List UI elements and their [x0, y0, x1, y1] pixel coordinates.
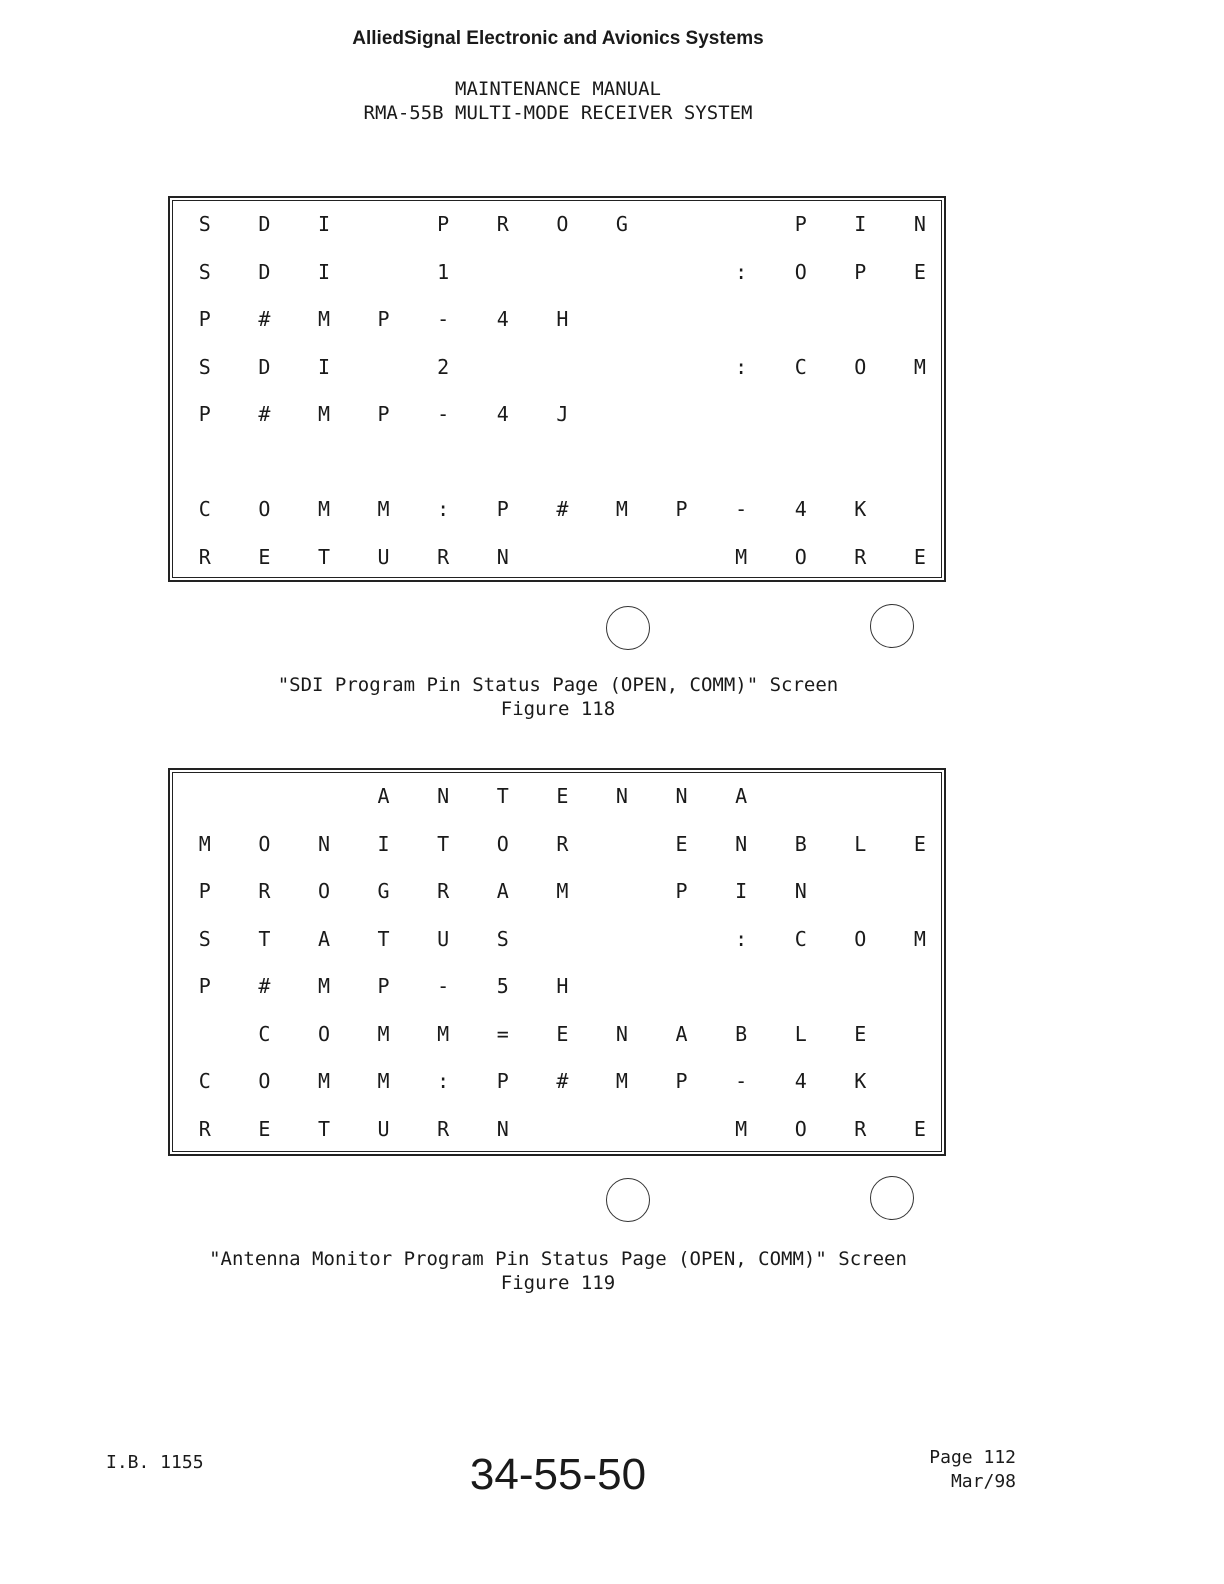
display-char: E — [913, 544, 926, 569]
display-char: T — [317, 1116, 330, 1141]
display-char — [533, 534, 593, 582]
display-char: : — [735, 259, 748, 284]
knob-right[interactable] — [870, 1176, 914, 1220]
display-char — [771, 963, 831, 1011]
display-char — [533, 439, 593, 487]
display-char — [652, 344, 712, 392]
display-char: N — [794, 879, 807, 903]
display-char: A — [675, 1021, 688, 1046]
display-char — [831, 963, 891, 1011]
display-char: P — [675, 879, 688, 903]
display-char: P — [377, 402, 390, 426]
display-char: R — [854, 1116, 867, 1141]
display-char — [354, 344, 414, 392]
display-char: I — [854, 212, 867, 236]
display-char: J — [556, 402, 569, 426]
manual-title: MAINTENANCE MANUAL — [455, 78, 661, 100]
display-char: R — [437, 879, 450, 903]
display-char: 2 — [437, 354, 450, 379]
display-char: 5 — [496, 974, 509, 998]
display-char — [533, 249, 593, 297]
display-char: L — [794, 1021, 807, 1046]
figure-label: Figure 118 — [500, 698, 616, 720]
display-char: M — [615, 497, 628, 521]
display-char — [592, 868, 652, 916]
display-char: E — [258, 1116, 271, 1141]
display-char: O — [854, 354, 867, 379]
display-char: R — [198, 544, 211, 569]
display-char: 4 — [496, 307, 509, 331]
display-char: N — [675, 784, 688, 808]
display-char: N — [615, 784, 628, 808]
display-char: S — [496, 926, 509, 951]
display-char: C — [794, 354, 807, 379]
display-char — [652, 296, 712, 344]
doc-id: I.B. 1155 — [106, 1452, 204, 1473]
display-char — [592, 916, 652, 964]
display-char: R — [258, 879, 271, 903]
display-char — [652, 249, 712, 297]
display-char — [592, 344, 652, 392]
display-char: P — [675, 1069, 688, 1093]
display-char: G — [377, 879, 390, 903]
display-char — [711, 296, 771, 344]
display-char — [652, 916, 712, 964]
knob-right[interactable] — [870, 604, 914, 648]
display-char: S — [198, 926, 211, 951]
display-char: B — [794, 831, 807, 856]
display-char — [592, 391, 652, 439]
display-char: P — [675, 497, 688, 521]
display-char: S — [198, 354, 211, 379]
display-char — [831, 868, 891, 916]
display-char — [354, 201, 414, 249]
display-char — [652, 201, 712, 249]
display-char: L — [854, 831, 867, 856]
display-char — [890, 439, 950, 487]
display-char: H — [556, 307, 569, 331]
display-char: : — [735, 926, 748, 951]
display-char — [890, 486, 950, 534]
display-char: - — [437, 974, 450, 998]
display-char — [592, 296, 652, 344]
display-char: N — [437, 784, 450, 808]
display-char: R — [437, 1116, 450, 1141]
display-char — [473, 249, 533, 297]
display-char: # — [258, 307, 271, 331]
display-char: R — [854, 544, 867, 569]
display-char — [235, 773, 295, 821]
display-char — [413, 439, 473, 487]
display-char — [652, 439, 712, 487]
display-char: H — [556, 974, 569, 998]
display-char: : — [437, 497, 450, 521]
display-char: N — [913, 212, 926, 236]
display-char — [592, 821, 652, 869]
display-char: U — [377, 1116, 390, 1141]
display-char — [652, 963, 712, 1011]
display-char: C — [258, 1021, 271, 1046]
display-char: I — [377, 831, 390, 856]
display-char: N — [496, 1116, 509, 1141]
section-number: 34-55-50 — [469, 1450, 647, 1499]
display-char: O — [854, 926, 867, 951]
display-char — [235, 439, 295, 487]
display-char: R — [437, 544, 450, 569]
display-char: O — [496, 831, 509, 856]
page-info — [929, 1446, 1016, 1494]
display-char: M — [317, 307, 330, 331]
display-char: C — [794, 926, 807, 951]
display-char — [175, 439, 235, 487]
display-char: A — [317, 926, 330, 951]
display-char: - — [437, 402, 450, 426]
display-char: N — [735, 831, 748, 856]
display-char: N — [317, 831, 330, 856]
display-char: S — [198, 212, 211, 236]
display-char — [831, 439, 891, 487]
display-char: P — [377, 307, 390, 331]
screen-grid — [173, 201, 948, 581]
display-char: A — [496, 879, 509, 903]
display-char — [831, 296, 891, 344]
display-char: M — [913, 926, 926, 951]
display-char: I — [317, 259, 330, 284]
display-char: O — [794, 1116, 807, 1141]
display-char: E — [675, 831, 688, 856]
display-char — [711, 439, 771, 487]
display-char: P — [794, 212, 807, 236]
figure-caption: "Antenna Monitor Program Pin Status Page (OPEN, COMM)" Screen — [209, 1248, 907, 1270]
display-char: T — [377, 926, 390, 951]
display-char: T — [496, 784, 509, 808]
display-char: 4 — [794, 497, 807, 521]
display-char — [294, 773, 354, 821]
display-char: T — [437, 831, 450, 856]
display-char — [175, 1011, 235, 1059]
display-char — [592, 1106, 652, 1154]
display-char: I — [317, 212, 330, 236]
knob-left[interactable] — [606, 606, 650, 650]
display-char: : — [735, 354, 748, 379]
display-char: P — [198, 402, 211, 426]
display-char: E — [556, 784, 569, 808]
display-char: T — [317, 544, 330, 569]
display-char — [890, 1011, 950, 1059]
display-char: N — [615, 1021, 628, 1046]
display-char: # — [258, 974, 271, 998]
display-char: M — [317, 402, 330, 426]
display-char: P — [198, 974, 211, 998]
display-char: D — [258, 354, 271, 379]
display-char: O — [794, 544, 807, 569]
display-char: M — [615, 1069, 628, 1093]
display-char — [592, 439, 652, 487]
display-char: B — [735, 1021, 748, 1046]
display-char — [652, 1106, 712, 1154]
display-char: K — [854, 497, 867, 521]
display-char: 4 — [794, 1069, 807, 1093]
display-char: C — [198, 497, 211, 521]
screen-grid — [173, 773, 948, 1153]
display-char: M — [317, 1069, 330, 1093]
display-char — [890, 773, 950, 821]
display-char — [711, 201, 771, 249]
display-char: P — [198, 879, 211, 903]
display-char: P — [854, 259, 867, 284]
display-char: 4 — [496, 402, 509, 426]
display-char — [711, 963, 771, 1011]
company-header: AlliedSignal Electronic and Avionics Systems — [352, 28, 764, 49]
display-char — [890, 296, 950, 344]
display-char: E — [258, 544, 271, 569]
display-char — [831, 391, 891, 439]
display-char: O — [317, 1021, 330, 1046]
display-char: M — [913, 354, 926, 379]
display-char: P — [496, 1069, 509, 1093]
display-char — [533, 916, 593, 964]
display-char: M — [437, 1021, 450, 1046]
display-char — [592, 534, 652, 582]
display-char: E — [556, 1021, 569, 1046]
display-char: M — [735, 544, 748, 569]
display-char: E — [913, 831, 926, 856]
display-char: O — [258, 497, 271, 521]
system-title: RMA-55B MULTI-MODE RECEIVER SYSTEM — [363, 102, 753, 124]
figure-label: Figure 119 — [500, 1272, 616, 1294]
knob-left[interactable] — [606, 1178, 650, 1222]
display-char — [533, 344, 593, 392]
display-char: I — [317, 354, 330, 379]
display-char: = — [496, 1021, 509, 1046]
display-char — [294, 439, 354, 487]
screen-figure-118 — [168, 196, 946, 582]
display-char — [771, 773, 831, 821]
display-char: D — [258, 212, 271, 236]
display-char: M — [198, 831, 211, 856]
display-char: P — [198, 307, 211, 331]
display-char: M — [377, 497, 390, 521]
display-char: K — [854, 1069, 867, 1093]
display-char: U — [437, 926, 450, 951]
display-char: T — [258, 926, 271, 951]
display-char: O — [317, 879, 330, 903]
display-char: I — [735, 879, 748, 903]
revision-date: Mar/98 — [950, 1471, 1016, 1492]
display-char: O — [556, 212, 569, 236]
display-char: : — [437, 1069, 450, 1093]
display-char: O — [258, 1069, 271, 1093]
display-char — [771, 391, 831, 439]
display-char — [533, 1106, 593, 1154]
display-char — [175, 773, 235, 821]
display-char: D — [258, 259, 271, 284]
display-char: S — [198, 259, 211, 284]
display-char: R — [198, 1116, 211, 1141]
display-char — [354, 249, 414, 297]
display-char: M — [735, 1116, 748, 1141]
display-char: - — [735, 497, 748, 521]
display-char — [890, 963, 950, 1011]
display-char — [771, 296, 831, 344]
display-char — [592, 249, 652, 297]
display-char — [652, 534, 712, 582]
display-char — [890, 391, 950, 439]
display-char: E — [854, 1021, 867, 1046]
display-char — [890, 868, 950, 916]
display-char — [711, 391, 771, 439]
display-char: P — [377, 974, 390, 998]
display-char: # — [556, 1069, 569, 1093]
display-char: M — [317, 497, 330, 521]
display-char: E — [913, 259, 926, 284]
display-char: A — [377, 784, 390, 808]
display-char: G — [615, 212, 628, 236]
display-char: M — [377, 1069, 390, 1093]
display-char: U — [377, 544, 390, 569]
display-char: M — [317, 974, 330, 998]
display-char: P — [496, 497, 509, 521]
display-char: # — [258, 402, 271, 426]
display-char: P — [437, 212, 450, 236]
display-char — [592, 963, 652, 1011]
display-char — [831, 773, 891, 821]
page-number: Page 112 — [929, 1447, 1016, 1468]
display-char: E — [913, 1116, 926, 1141]
screen-figure-119 — [168, 768, 946, 1156]
display-char: M — [377, 1021, 390, 1046]
display-char: R — [496, 212, 509, 236]
display-char: O — [258, 831, 271, 856]
display-char: C — [198, 1069, 211, 1093]
display-char — [652, 391, 712, 439]
display-char: N — [496, 544, 509, 569]
display-char — [771, 439, 831, 487]
display-char: M — [556, 879, 569, 903]
display-char: O — [794, 259, 807, 284]
display-char: A — [735, 784, 748, 808]
figure-caption: "SDI Program Pin Status Page (OPEN, COMM)" Screen — [277, 674, 839, 696]
display-char — [473, 439, 533, 487]
display-char — [354, 439, 414, 487]
display-char: # — [556, 497, 569, 521]
display-char — [473, 344, 533, 392]
display-char: R — [556, 831, 569, 856]
display-char — [890, 1058, 950, 1106]
display-char: 1 — [437, 259, 450, 284]
display-char: - — [735, 1069, 748, 1093]
display-char: - — [437, 307, 450, 331]
